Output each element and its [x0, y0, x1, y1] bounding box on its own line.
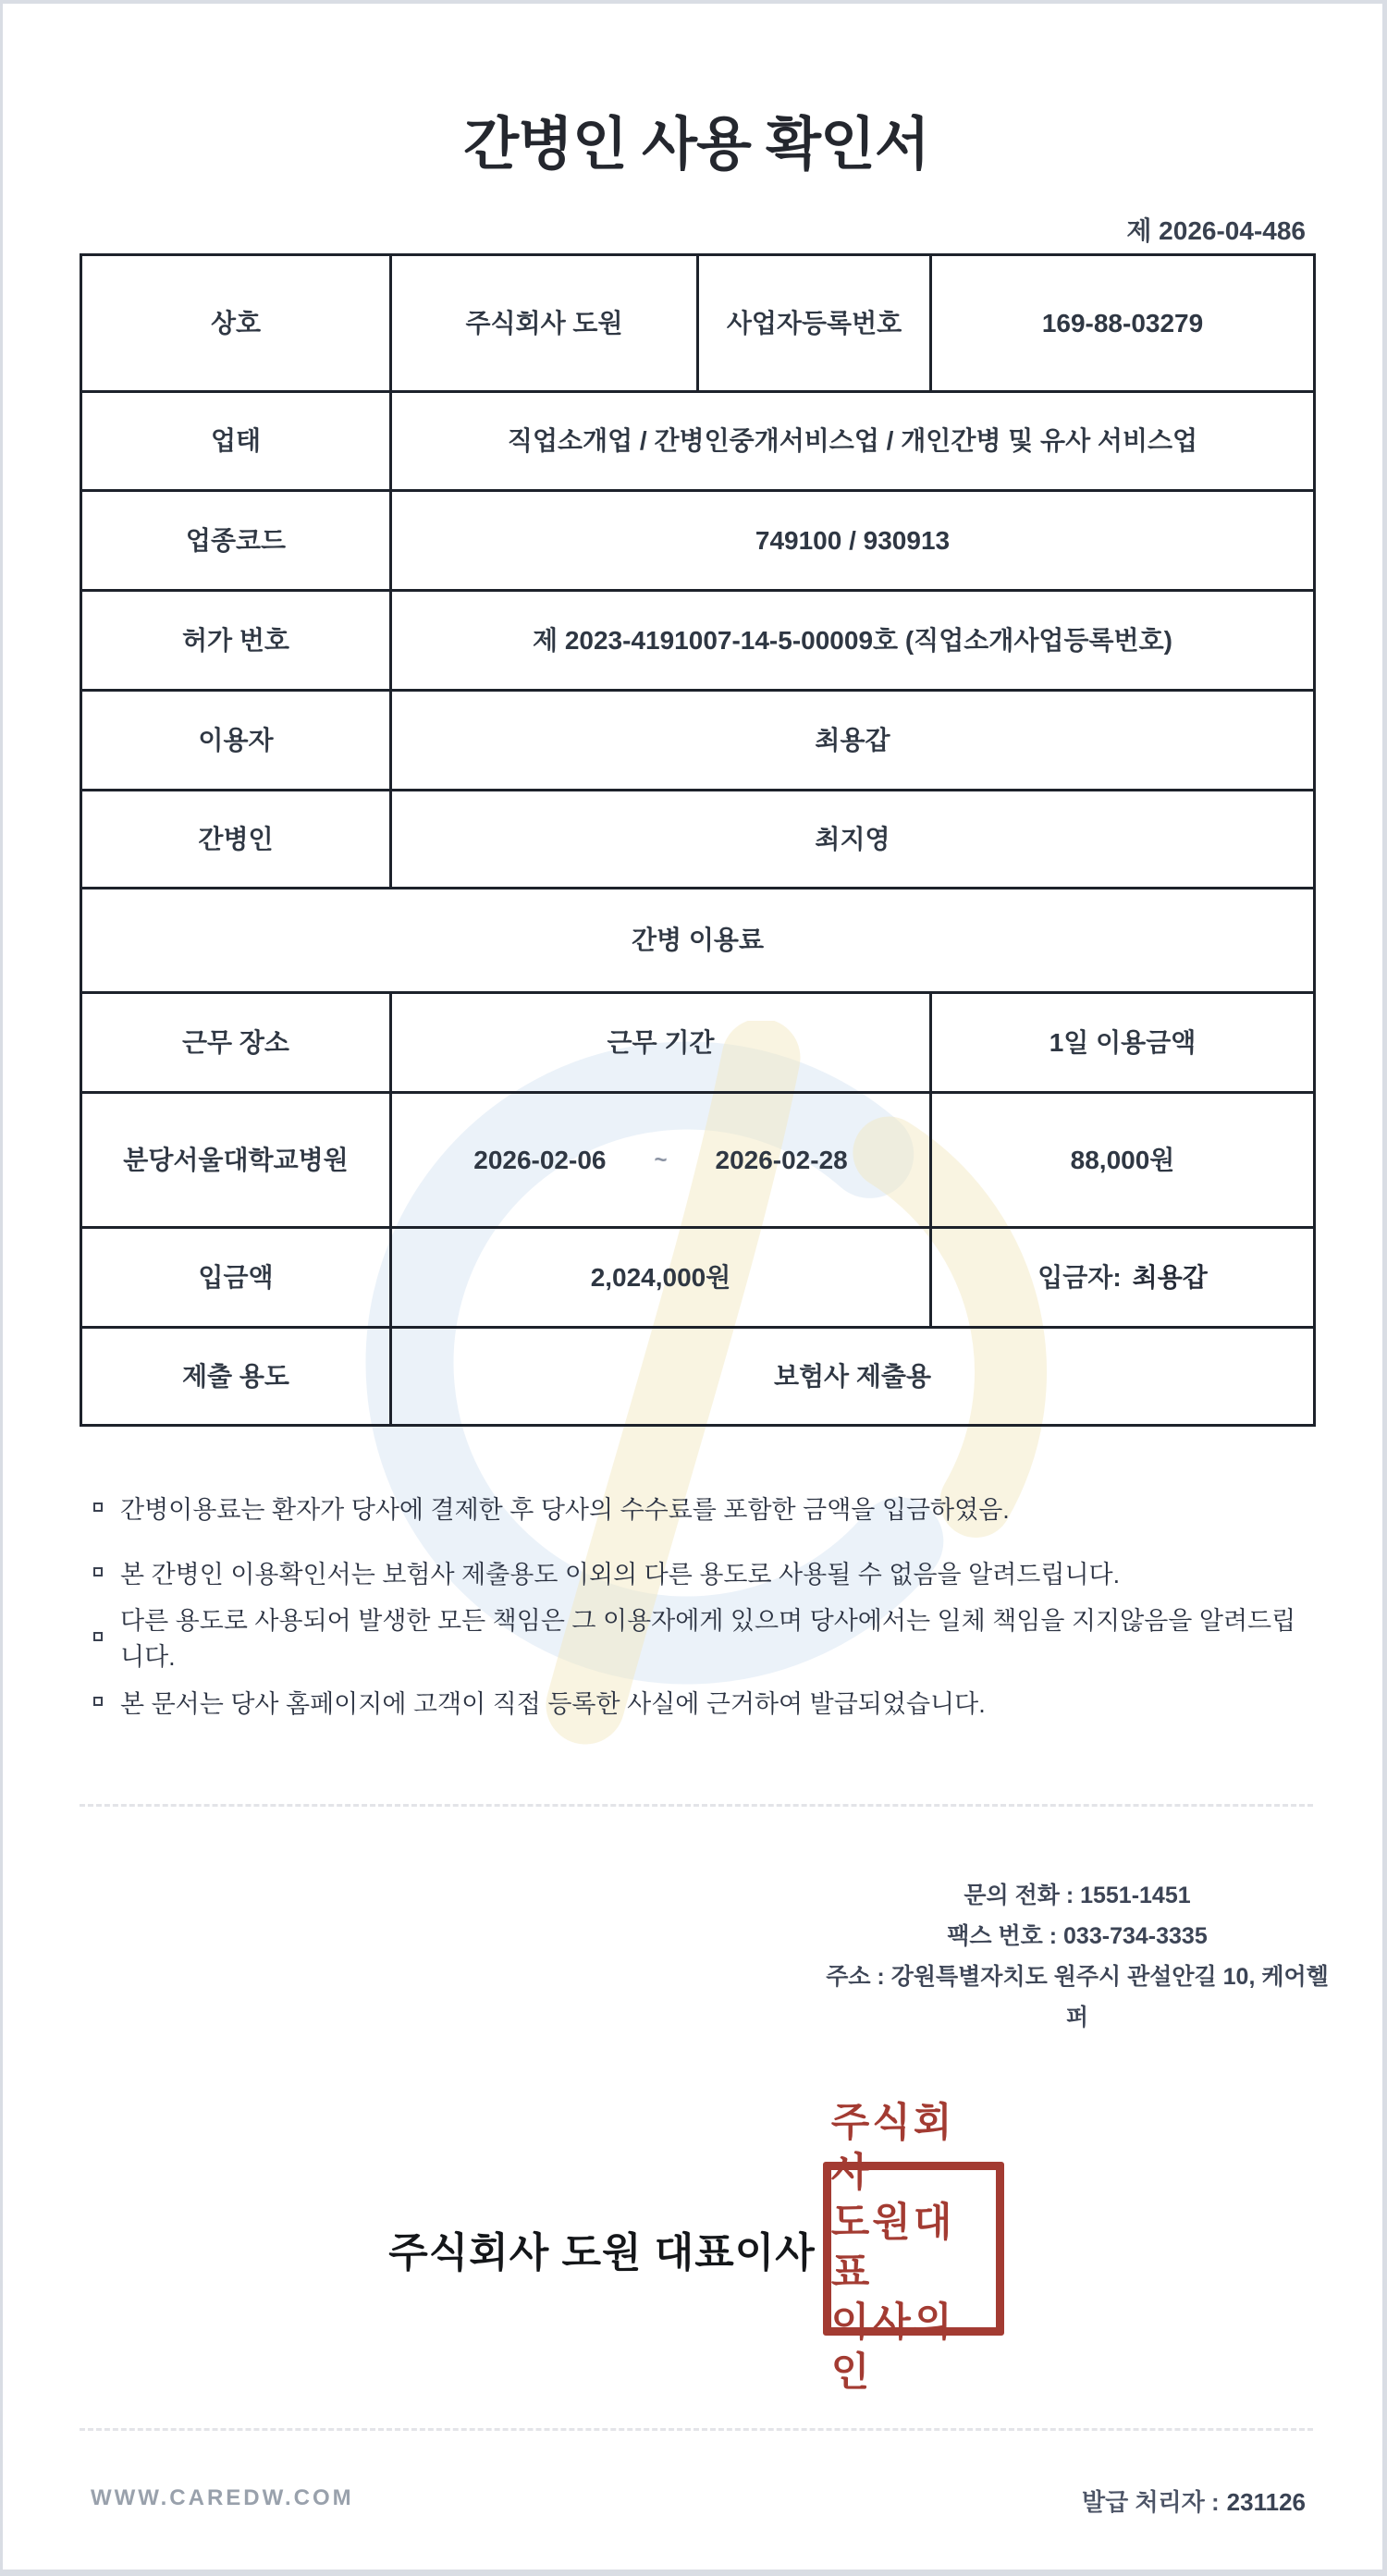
work-place-value: 분당서울대학교병원	[81, 1093, 391, 1228]
fee-section-title: 간병 이용료	[81, 889, 1315, 993]
table-row	[81, 691, 1315, 791]
caregiver-value: 최지영	[391, 791, 1315, 889]
biz-type-value: 직업소개업 / 간병인중개서비스업 / 개인간병 및 유사 서비스업	[391, 392, 1315, 491]
table-row	[81, 1328, 1315, 1426]
table-row	[81, 1093, 1315, 1228]
depositor-name: 최용갑	[1132, 1262, 1208, 1292]
stamp-line: 주식회사	[830, 2102, 955, 2195]
col-daily-header: 1일 이용금액	[931, 993, 1315, 1093]
dashed-divider-bottom	[80, 2428, 1313, 2431]
contact-info	[818, 1875, 1336, 2038]
industry-code-value: 749100 / 930913	[391, 491, 1315, 591]
purpose-value: 보험사 제출용	[391, 1328, 1315, 1426]
document-number: 제 2026-04-486	[1126, 216, 1306, 245]
address-line: 주소 : 강원특별자치도 원주시 관설안길 10, 케어헬퍼	[826, 1964, 1329, 2030]
biz-reg-label: 사업자등록번호	[698, 255, 931, 392]
caregiver-label: 간병인	[81, 791, 391, 889]
table-row	[81, 791, 1315, 889]
col-place-header: 근무 장소	[81, 993, 391, 1093]
representative-line: 주식회사 도원 대표이사	[388, 2230, 816, 2275]
note-text: 다른 용도로 사용되어 발생한 모든 책임은 그 이용자에게 있으며 당사에서는 일체 책임을 지지않음을 알려드립니다.	[120, 1607, 1296, 1671]
dashed-divider-top	[80, 1804, 1313, 1807]
phone-line: 문의 전화 : 1551-1451	[964, 1883, 1191, 1908]
table-row	[81, 993, 1315, 1093]
daily-amount-value: 88,000원	[931, 1093, 1315, 1228]
square-bullet-icon	[93, 1503, 103, 1512]
website-url: WWW.CAREDW.COM	[91, 2485, 354, 2510]
user-label: 이용자	[81, 691, 391, 791]
user-value: 최용갑	[391, 691, 1315, 791]
confirmation-table	[80, 253, 1316, 1427]
signature-row	[80, 2102, 1313, 2395]
work-period-value	[391, 1093, 931, 1228]
notes-list	[80, 1475, 1313, 1734]
license-label: 허가 번호	[81, 591, 391, 691]
square-bullet-icon	[93, 1567, 103, 1576]
company-label: 상호	[81, 255, 391, 392]
page-title: 간병인 사용 확인서	[463, 113, 929, 177]
purpose-label: 제출 용도	[81, 1328, 391, 1426]
tilde-separator: ~	[654, 1147, 668, 1172]
depositor-cell	[931, 1228, 1315, 1328]
note-text: 본 간병인 이용확인서는 보험사 제출용도 이외의 다른 용도로 사용될 수 없음을 알려드립니다.	[120, 1560, 1121, 1589]
deposit-label: 입금액	[81, 1228, 391, 1328]
period-to: 2026-02-28	[715, 1145, 848, 1174]
corporate-seal-stamp	[823, 2102, 1004, 2395]
table-row	[81, 255, 1315, 392]
depositor-label: 입금자:	[1037, 1262, 1122, 1292]
fax-line: 팩스 번호 : 033-734-3335	[947, 1923, 1208, 1949]
list-item	[80, 1475, 1313, 1539]
deposit-amount-value: 2,024,000원	[391, 1228, 931, 1328]
stamp-line: 이사의인	[830, 2301, 955, 2395]
issuer-label: 발급 처리자 :	[1081, 2488, 1220, 2516]
stamp-line: 도원대표	[830, 2202, 955, 2295]
table-row	[81, 1228, 1315, 1328]
issuer-info	[1082, 2484, 1306, 2518]
list-item	[80, 1669, 1313, 1734]
industry-code-label: 업종코드	[81, 491, 391, 591]
table-row	[81, 491, 1315, 591]
biz-reg-value: 169-88-03279	[931, 255, 1315, 392]
table-row	[81, 392, 1315, 491]
issuer-value: 231126	[1226, 2488, 1306, 2516]
page-footer	[80, 2482, 1306, 2519]
list-item	[80, 1604, 1313, 1669]
note-text: 본 문서는 당사 홈페이지에 고객이 직접 등록한 사실에 근거하여 발급되었습니다.	[120, 1689, 986, 1718]
license-value: 제 2023-4191007-14-5-00009호 (직업소개사업등록번호)	[391, 591, 1315, 691]
table-row	[81, 889, 1315, 993]
note-text: 간병이용료는 환자가 당사에 결제한 후 당사의 수수료를 포함한 금액을 입금하였음.	[120, 1495, 1010, 1524]
square-bullet-icon	[93, 1697, 103, 1706]
table-row	[81, 591, 1315, 691]
biz-type-label: 업태	[81, 392, 391, 491]
square-bullet-icon	[93, 1632, 103, 1641]
period-from: 2026-02-06	[473, 1145, 607, 1174]
col-period-header: 근무 기간	[391, 993, 931, 1093]
company-value: 주식회사 도원	[391, 255, 698, 392]
list-item	[80, 1539, 1313, 1604]
